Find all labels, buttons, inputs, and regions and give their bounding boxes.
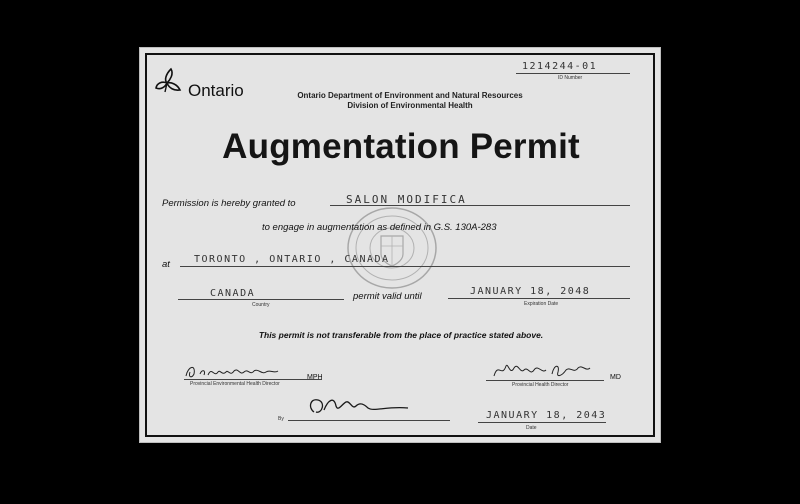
issue-date-label: Date bbox=[526, 425, 537, 431]
grantee-name: SALON MODIFICA bbox=[346, 193, 467, 206]
grantee-line bbox=[330, 205, 630, 206]
left-director-title: Provincial Environmental Health Director bbox=[190, 381, 280, 387]
permit-certificate bbox=[139, 47, 661, 443]
permit-purpose: to engage in augmentation as defined in G.S. 130A-283 bbox=[262, 222, 497, 233]
location-line bbox=[180, 266, 630, 267]
country-value: CANADA bbox=[210, 288, 256, 299]
location-prefix: at bbox=[162, 259, 170, 270]
id-number-line bbox=[516, 73, 630, 74]
right-director-title: Provincial Health Director bbox=[512, 382, 569, 388]
right-signature-line bbox=[486, 380, 604, 381]
right-director-suffix: MD bbox=[610, 374, 621, 381]
grant-prefix: Permission is hereby granted to bbox=[162, 198, 296, 209]
official-seal-icon bbox=[346, 206, 438, 290]
issuer-signature bbox=[304, 390, 414, 420]
expiration-label: Expiration Date bbox=[524, 301, 559, 307]
left-director-suffix: MPH bbox=[307, 374, 323, 381]
id-number: 1214244-01 bbox=[522, 61, 598, 72]
id-number-label: ID Number bbox=[558, 75, 583, 81]
department-line2: Division of Environmental Health bbox=[347, 100, 473, 110]
expiration-date: JANUARY 18, 2048 bbox=[470, 286, 591, 297]
issued-by-label: By bbox=[278, 416, 284, 422]
issue-date-line bbox=[478, 422, 606, 423]
issued-by-line bbox=[288, 420, 450, 421]
trillium-logo-icon bbox=[154, 66, 190, 98]
department-line1: Ontario Department of Environment and Natural Resources bbox=[297, 91, 523, 100]
country-line bbox=[178, 299, 344, 300]
right-director-signature bbox=[490, 358, 594, 382]
country-label: Country bbox=[252, 302, 270, 308]
expiration-line bbox=[448, 298, 630, 299]
department-name bbox=[268, 91, 552, 110]
transfer-notice: This permit is not transferable from the place of practice stated above. bbox=[258, 330, 544, 340]
validity-text: permit valid until bbox=[353, 291, 422, 302]
ontario-wordmark: Ontario bbox=[188, 81, 244, 100]
issue-date: JANUARY 18, 2043 bbox=[486, 410, 607, 421]
permit-title: Augmentation Permit bbox=[222, 127, 580, 166]
location-value: TORONTO , ONTARIO , CANADA bbox=[194, 254, 390, 265]
left-signature-line bbox=[184, 379, 322, 380]
